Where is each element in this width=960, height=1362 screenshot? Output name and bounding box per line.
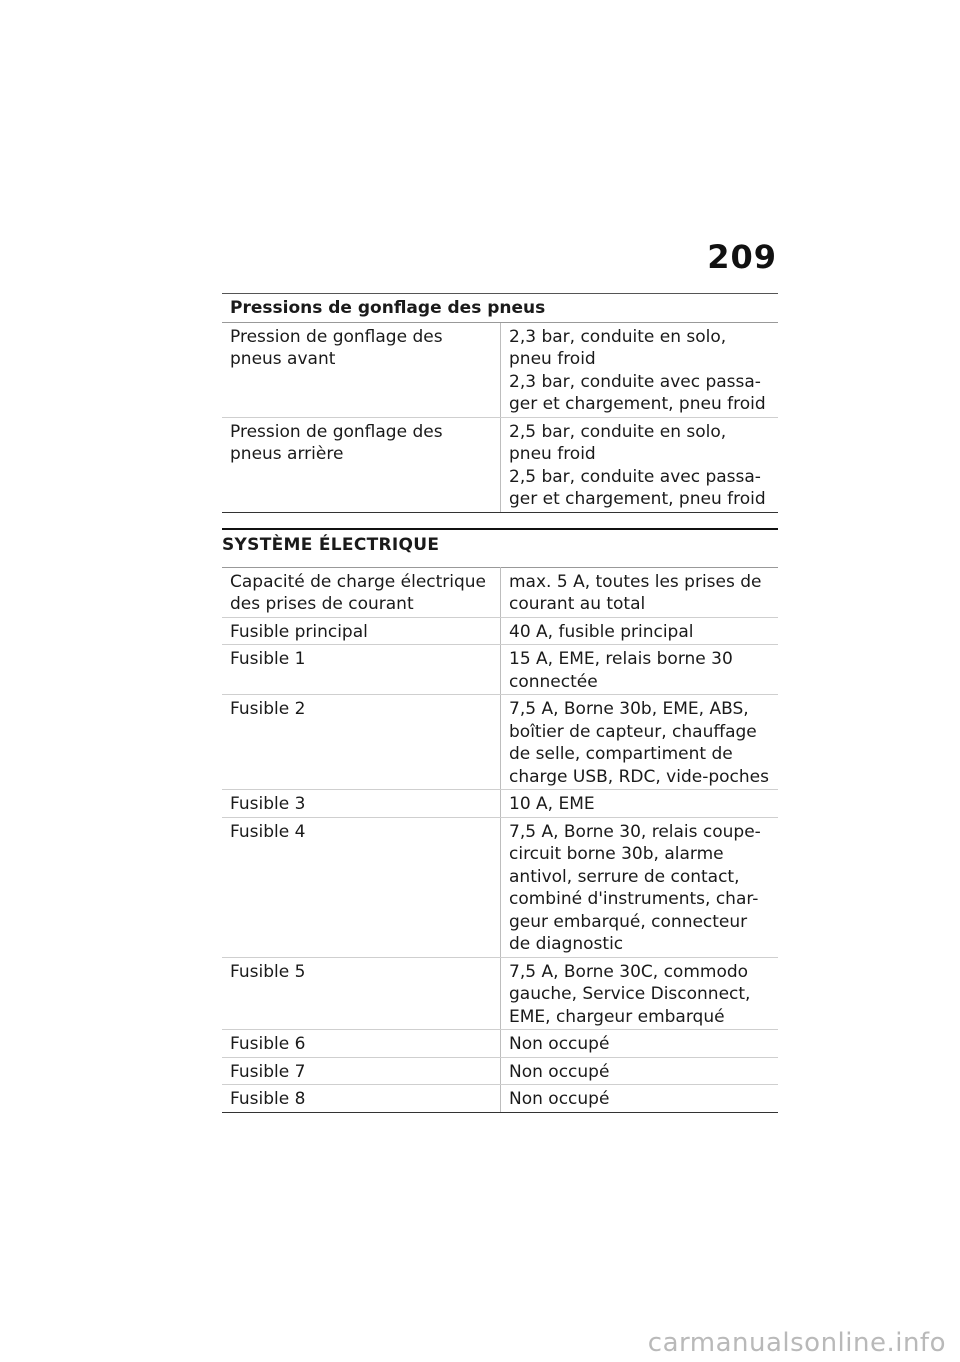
table-row <box>222 957 778 1030</box>
table-row <box>222 417 778 512</box>
spec-content <box>222 293 778 1113</box>
row-label: Fusible 8 <box>222 1085 501 1113</box>
value-line: 2,5 bar, conduite avec passa-ger et chargement, pneu froid <box>509 466 766 509</box>
row-label: Capacité de charge électrique des prises de courant <box>222 567 501 617</box>
row-value: max. 5 A, toutes les prises de courant au total <box>501 567 779 617</box>
row-value: Non occupé <box>501 1030 779 1058</box>
row-value: 7,5 A, Borne 30, relais coupe-circuit borne 30b, alarme antivol, serrure de contact, combiné d'instruments, char-geur embarqué, connecteur de diagnostic <box>501 817 779 957</box>
row-label: Fusible 7 <box>222 1057 501 1085</box>
row-value: Non occupé <box>501 1057 779 1085</box>
row-label: Fusible 4 <box>222 817 501 957</box>
table-row <box>222 645 778 695</box>
tire-pressure-title: Pressions de gonflage des pneus <box>222 294 778 323</box>
table-row <box>222 1057 778 1085</box>
section-title: SYSTÈME ÉLECTRIQUE <box>222 528 778 567</box>
row-label: Fusible principal <box>222 617 501 645</box>
row-label: Fusible 1 <box>222 645 501 695</box>
row-label: Pression de gonflage des pneus avant <box>222 322 501 417</box>
table-row <box>222 1030 778 1058</box>
watermark: carmanualsonline.info <box>647 1328 946 1358</box>
electrical-table <box>222 567 778 1113</box>
table-row <box>222 790 778 818</box>
table-row <box>222 1085 778 1113</box>
row-value <box>501 417 779 512</box>
row-label: Fusible 2 <box>222 695 501 790</box>
row-label: Fusible 5 <box>222 957 501 1030</box>
value-line: 2,5 bar, conduite en solo, pneu froid <box>509 421 727 464</box>
value-line: 2,3 bar, conduite en solo, pneu froid <box>509 326 727 369</box>
row-value <box>501 322 779 417</box>
row-label: Fusible 3 <box>222 790 501 818</box>
table-row <box>222 617 778 645</box>
row-value: 15 A, EME, relais borne 30 connectée <box>501 645 779 695</box>
row-value: 7,5 A, Borne 30b, EME, ABS, boîtier de capteur, chauffage de selle, compartiment de charge USB, RDC, vide-poches <box>501 695 779 790</box>
row-value: 7,5 A, Borne 30C, commodo gauche, Service Disconnect, EME, chargeur embarqué <box>501 957 779 1030</box>
row-value: 40 A, fusible principal <box>501 617 779 645</box>
row-label: Pression de gonflage des pneus arrière <box>222 417 501 512</box>
value-line: 2,3 bar, conduite avec passa-ger et chargement, pneu froid <box>509 371 766 414</box>
row-label: Fusible 6 <box>222 1030 501 1058</box>
table-row <box>222 817 778 957</box>
tire-pressure-table <box>222 293 778 513</box>
row-value: Non occupé <box>501 1085 779 1113</box>
page-number: 209 <box>707 238 777 276</box>
table-row <box>222 567 778 617</box>
table-row <box>222 695 778 790</box>
table-header <box>222 294 778 323</box>
table-row <box>222 322 778 417</box>
row-value: 10 A, EME <box>501 790 779 818</box>
